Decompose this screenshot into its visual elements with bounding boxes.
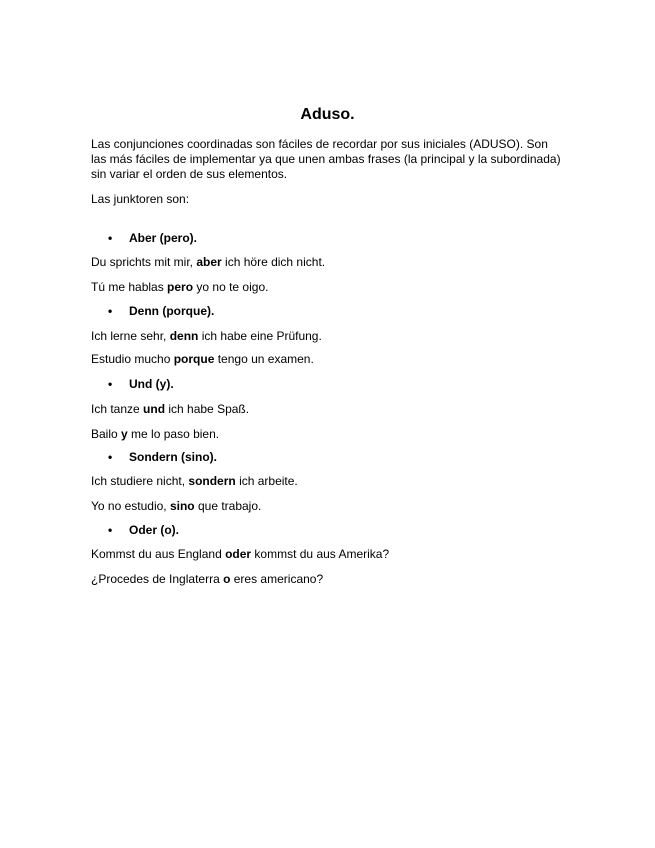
keyword: und bbox=[143, 402, 166, 416]
example-text: ich habe eine Prüfung. bbox=[198, 329, 322, 343]
list-item-heading bbox=[108, 377, 174, 392]
conjunction-heading: Denn (porque). bbox=[129, 304, 215, 318]
example-text: ich arbeite. bbox=[235, 474, 298, 488]
bullet-icon: • bbox=[108, 377, 113, 391]
keyword: oder bbox=[225, 547, 252, 561]
german-example bbox=[91, 255, 566, 270]
spanish-example bbox=[91, 499, 566, 514]
list-item-heading bbox=[108, 304, 214, 319]
example-text: yo no te oigo. bbox=[193, 280, 269, 294]
example-text: Kommst du aus England bbox=[91, 547, 226, 561]
bullet-icon: • bbox=[108, 231, 113, 245]
keyword: porque bbox=[173, 352, 215, 366]
german-example bbox=[91, 474, 566, 489]
document-title: Aduso. bbox=[300, 106, 355, 123]
spanish-example bbox=[91, 280, 566, 295]
keyword: sondern bbox=[188, 474, 236, 488]
example-text: tengo un examen. bbox=[214, 352, 314, 366]
example-text: ich habe Spaß. bbox=[165, 402, 250, 416]
example-text: Ich tanze bbox=[91, 402, 144, 416]
keyword: y bbox=[121, 427, 128, 441]
example-text: Estudio mucho bbox=[91, 352, 174, 366]
conjunction-heading: Sondern (sino). bbox=[129, 450, 217, 464]
example-text: kommst du aus Amerika? bbox=[251, 547, 390, 561]
example-text: Yo no estudio, bbox=[91, 499, 170, 513]
keyword: aber bbox=[196, 255, 222, 269]
german-example bbox=[91, 329, 566, 344]
bullet-icon: • bbox=[108, 304, 113, 318]
spanish-example bbox=[91, 352, 566, 367]
keyword: o bbox=[223, 572, 231, 586]
example-text: Ich lerne sehr, bbox=[91, 329, 170, 343]
list-item-heading bbox=[108, 231, 197, 246]
german-example bbox=[91, 402, 566, 417]
example-text: eres americano? bbox=[230, 572, 324, 586]
conjunction-heading: Aber (pero). bbox=[129, 231, 198, 245]
keyword: denn bbox=[169, 329, 199, 343]
bullet-icon: • bbox=[108, 523, 113, 537]
bullet-icon: • bbox=[108, 450, 113, 464]
keyword: sino bbox=[169, 499, 195, 513]
example-text: Tú me hablas bbox=[91, 280, 168, 294]
intro-paragraph: Las conjunciones coordinadas son fáciles de recordar por sus iniciales (ADUSO). Son las más fáciles de implementar ya que unen ambas frases (la principal y la subordinada) sin variar el orden de sus elementos. bbox=[91, 137, 561, 181]
conjunction-heading: Und (y). bbox=[129, 377, 174, 391]
example-text: ¿Procedes de Inglaterra bbox=[91, 572, 224, 586]
keyword: pero bbox=[167, 280, 194, 294]
list-item-heading bbox=[108, 450, 217, 465]
lead-paragraph: Las junktoren son: bbox=[91, 192, 190, 206]
example-text: ich höre dich nicht. bbox=[221, 255, 326, 269]
example-text: me lo paso bien. bbox=[127, 427, 220, 441]
example-text: Du sprichts mit mir, bbox=[91, 255, 197, 269]
example-text: que trabajo. bbox=[194, 499, 262, 513]
spanish-example bbox=[91, 427, 566, 442]
conjunction-heading: Oder (o). bbox=[129, 523, 179, 537]
german-example bbox=[91, 547, 566, 562]
spanish-example bbox=[91, 572, 566, 587]
list-item-heading bbox=[108, 523, 179, 538]
example-text: Bailo bbox=[91, 427, 122, 441]
example-text: Ich studiere nicht, bbox=[91, 474, 189, 488]
